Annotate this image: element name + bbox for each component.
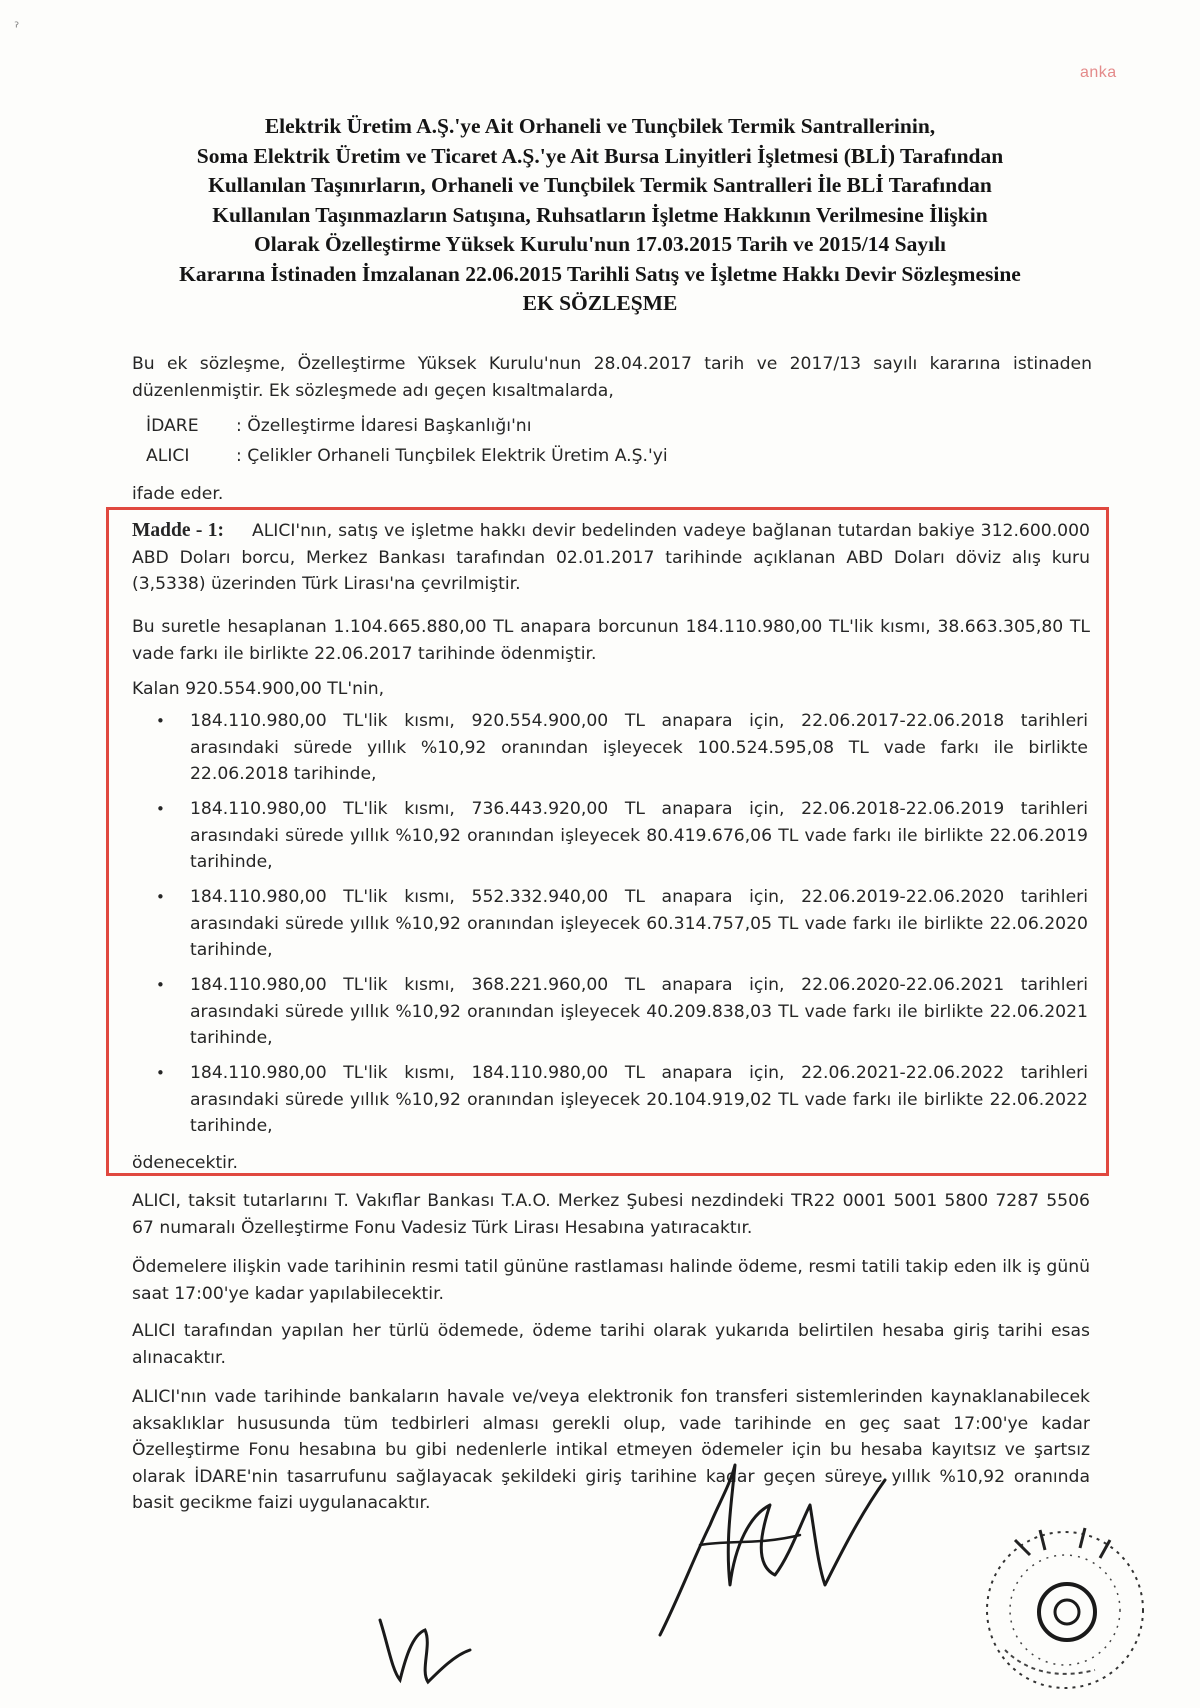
bullet-icon: • <box>156 1064 165 1082</box>
official-stamp <box>945 1500 1155 1700</box>
list-item-text: 184.110.980,00 TL'lik kısmı, 920.554.900,00 TL anapara için, 22.06.2017-22.06.2018 tarihleri arasındaki sürede yıllık %10,92 oranından işleyecek 100.524.595,08 TL vade farkı ile birlikte 22.06.2018 tarihinde, <box>190 711 1088 784</box>
bullet-icon: • <box>156 976 165 994</box>
definition-desc: : Özelleştirme İdaresi Başkanlığı'nı <box>236 416 532 436</box>
bullet-icon: • <box>156 800 165 818</box>
payment-account-paragraph: ALICI, taksit tutarlarını T. Vakıflar Bankası T.A.O. Merkez Şubesi nezdindeki TR22 0001 5001 5800 7287 5506 67 numaralı Özelleştirme Fonu Vadesiz Türk Lirası Hesabına yatıracaktır. <box>132 1191 1090 1238</box>
holiday-paragraph: Ödemelere ilişkin vade tarihinin resmi tatil gününe rastlaması halinde ödeme, resmi tatili takip eden ilk iş günü saat 17:00'ye kadar yapılabilecektir. <box>132 1257 1090 1304</box>
madde-paragraph-2: Bu suretle hesaplanan 1.104.665.880,00 TL anapara borcunun 184.110.980,00 TL'lik kısmı, 38.663.305,80 TL vade farkı ile birlikte 22.06.2017 tarihinde ödenmiştir. <box>132 617 1090 664</box>
handwritten-signature <box>640 1445 920 1665</box>
list-item-text: 184.110.980,00 TL'lik kısmı, 736.443.920,00 TL anapara için, 22.06.2018-22.06.2019 tarihleri arasındaki sürede yıllık %10,92 oranından işleyecek 80.419.676,06 TL vade farkı ile birlikte 22.06.2019 tarihinde, <box>190 799 1088 872</box>
bullet-icon: • <box>156 888 165 906</box>
title-line: Soma Elektrik Üretim ve Ticaret A.Ş.'ye Ait Bursa Linyitleri İşletmesi (BLİ) Tarafından <box>196 143 1004 168</box>
intro-paragraph: Bu ek sözleşme, Özelleştirme Yüksek Kurulu'nun 28.04.2017 tarih ve 2017/13 sayılı kararına istinaden düzenlenmiştir. Ek sözleşmede adı geçen kısaltmalarda, <box>132 354 1092 401</box>
definition-term: İDARE <box>146 416 199 436</box>
title-line: Elektrik Üretim A.Ş.'ye Ait Orhaneli ve Tunçbilek Termik Santrallerinin, <box>264 114 936 138</box>
list-item-text: 184.110.980,00 TL'lik kısmı, 552.332.940,00 TL anapara için, 22.06.2019-22.06.2020 tarihleri arasındaki sürede yıllık %10,92 oranından işleyecek 60.314.757,05 TL vade farkı ile birlikte 22.06.2020 tarihinde, <box>190 887 1088 960</box>
madde-closing: ödenecektir. <box>132 1153 238 1173</box>
madde-paragraph-3: Kalan 920.554.900,00 TL'nin, <box>132 679 385 699</box>
scan-mark: ˀ <box>14 20 20 36</box>
payment-date-paragraph: ALICI tarafından yapılan her türlü ödemede, ödeme tarihi olarak yukarıda belirtilen hesaba giriş tarihi esas alınacaktır. <box>132 1321 1090 1368</box>
definition-row <box>146 443 668 470</box>
late-interest-paragraph: ALICI'nın vade tarihinde bankaların havale ve/veya elektronik fon transferi sistemlerinden kaynaklanabilecek aksaklıklar hususunda tüm tedbirleri alması gerekli olup, vade tarihinde en geç saat 17:00'ye kadar Özelleştirme Fonu hesabına bu gibi nedenlerle intikal etmeyen ödemeler için bu hesaba kayıtsız ve şartsız olarak İDARE'nin tasarrufunu sağlayacak şekildeki giriş tarihine kadar geçen süreye yıllık %10,92 oranında basit gecikme faizi uygulanacaktır. <box>132 1387 1090 1513</box>
watermark-logo: anka <box>1080 64 1117 81</box>
document-title <box>100 112 1100 319</box>
initials-signature <box>370 1600 490 1690</box>
list-item-text: 184.110.980,00 TL'lik kısmı, 368.221.960,00 TL anapara için, 22.06.2020-22.06.2021 tarihleri arasındaki sürede yıllık %10,92 oranından işleyecek 40.209.838,03 TL vade farkı ile birlikte 22.06.2021 tarihinde, <box>190 975 1088 1048</box>
madde-p1-text: ALICI'nın, satış ve işletme hakkı devir bedelinden vadeye bağlanan tutardan bakiye 312.600.000 ABD Doları borcu, Merkez Bankası tarafından 02.01.2017 tarihinde açıklanan ABD Doları döviz alış kuru (3,5338) üzerinden Türk Lirası'na çevrilmiştir. <box>132 521 1090 594</box>
definition-desc: : Çelikler Orhaneli Tunçbilek Elektrik Üretim A.Ş.'yi <box>236 446 668 466</box>
title-line: Kullanılan Taşınmazların Satışına, Ruhsatların İşletme Hakkının Verilmesine İlişkin <box>212 202 988 227</box>
bullet-icon: • <box>156 712 165 730</box>
definition-term: ALICI <box>146 446 190 466</box>
madde-paragraph-1 <box>132 518 1090 598</box>
title-line: EK SÖZLEŞME <box>522 291 678 315</box>
madde-label: Madde - 1: <box>132 520 224 541</box>
list-item-text: 184.110.980,00 TL'lik kısmı, 184.110.980,00 TL anapara için, 22.06.2021-22.06.2022 tarihleri arasındaki sürede yıllık %10,92 oranından işleyecek 20.104.919,02 TL vade farkı ile birlikte 22.06.2022 tarihinde, <box>190 1063 1088 1136</box>
title-line: Olarak Özelleştirme Yüksek Kurulu'nun 17.03.2015 Tarih ve 2015/14 Sayılı <box>253 232 947 256</box>
title-line: Kullanılan Taşınırların, Orhaneli ve Tunçbilek Termik Santralleri İle BLİ Tarafından <box>208 173 992 197</box>
definition-row <box>146 413 531 440</box>
title-line: Kararına İstinaden İmzalanan 22.06.2015 Tarihli Satış ve İşletme Hakkı Devir Sözleşmesine <box>179 261 1021 286</box>
intro-closing: ifade eder. <box>132 484 224 504</box>
